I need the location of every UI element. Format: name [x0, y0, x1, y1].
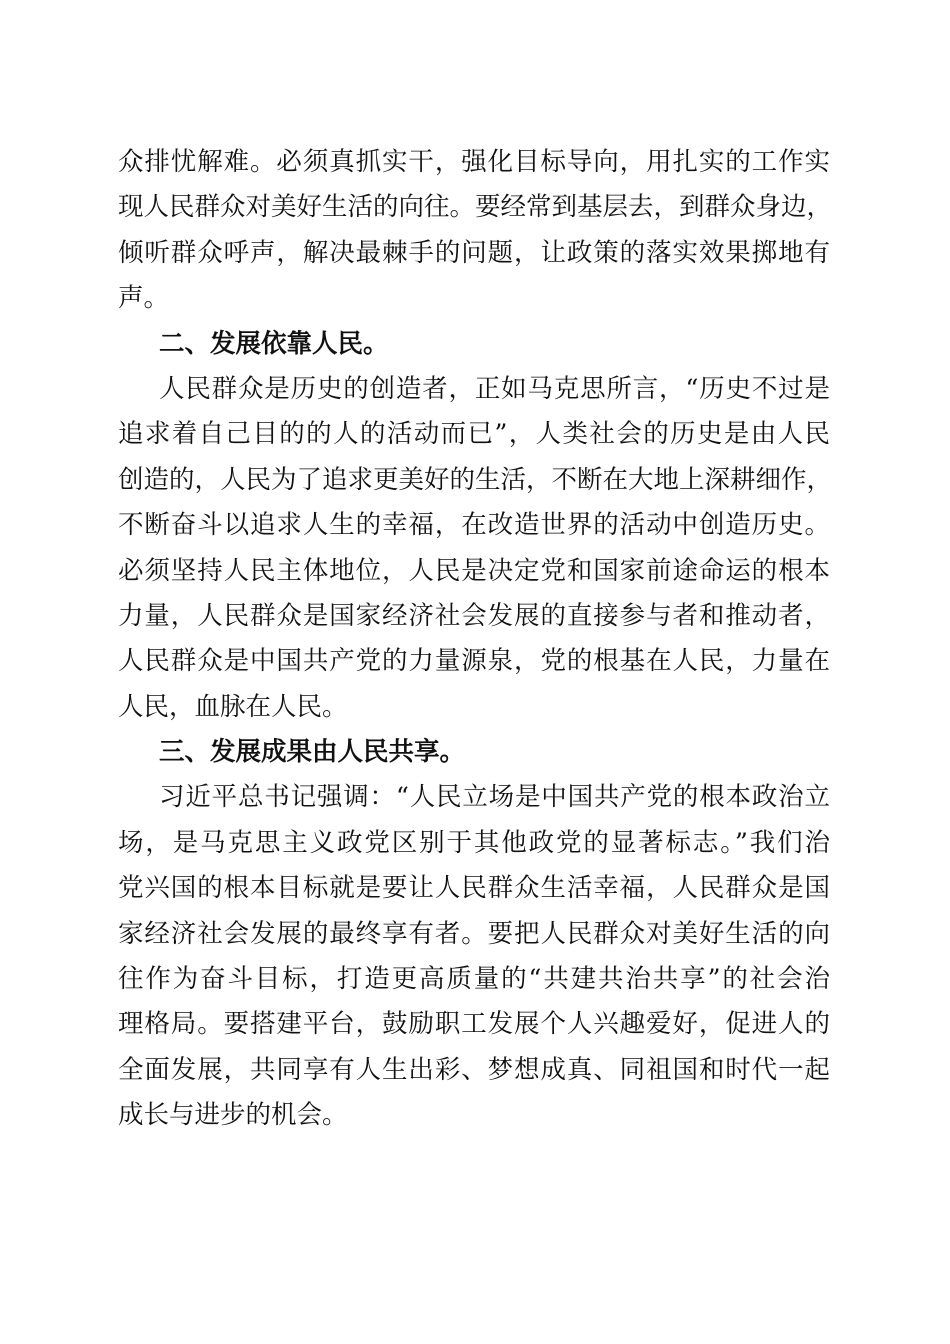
body-line: 现人民群众对美好生活的向往。要经常到基层去，到群众身边， — [118, 192, 833, 223]
body-line: 党兴国的根本目标就是要让人民群众生活幸福，人民群众是国 — [118, 873, 830, 904]
body-line: 众排忧解难。必须真抓实干，强化目标导向，用扎实的工作实 — [118, 147, 830, 177]
body-line: 倾听群众呼声，解决最棘手的问题，让政策的落实效果掷地有 — [118, 237, 830, 268]
body-line: 人民群众是中国共产党的力量源泉，党的根基在人民，力量在 — [118, 646, 830, 677]
body-line: 往作为奋斗目标，打造更高质量的“共建共治共享”的社会治 — [118, 964, 830, 995]
body-line: 全面发展，共同享有人生出彩、梦想成真、同祖国和时代一起 — [118, 1054, 830, 1085]
body-line: 成长与进步的机会。 — [118, 1100, 348, 1131]
body-line: 力量，人民群众是国家经济社会发展的直接参与者和推动者， — [118, 600, 830, 631]
body-line: 必须坚持人民主体地位，人民是决定党和国家前途命运的根本 — [118, 555, 830, 586]
section-heading: 三、发展成果由人民共享。 — [159, 737, 466, 768]
body-line: 人民，血脉在人民。 — [118, 691, 348, 722]
body-line: 理格局。要搭建平台，鼓励职工发展个人兴趣爱好，促进人的 — [118, 1009, 830, 1040]
body-line: 习近平总书记强调：“人民立场是中国共产党的根本政治立 — [159, 782, 830, 813]
section-heading: 二、发展依靠人民。 — [159, 328, 389, 359]
body-line: 场，是马克思主义政党区别于其他政党的显著标志。”我们治 — [118, 827, 830, 858]
body-line: 人民群众是历史的创造者，正如马克思所言，“历史不过是 — [159, 373, 830, 404]
body-line: 家经济社会发展的最终享有者。要把人民群众对美好生活的向 — [118, 918, 830, 949]
body-line: 创造的，人民为了追求更美好的生活，不断在大地上深耕细作， — [118, 464, 833, 495]
body-line: 声。 — [118, 283, 170, 314]
body-line: 追求着自己目的的人的活动而已”，人类社会的历史是由人民 — [118, 419, 830, 450]
body-line: 不断奋斗以追求人生的幸福，在改造世界的活动中创造历史。 — [118, 510, 830, 541]
document-body — [118, 140, 833, 1139]
